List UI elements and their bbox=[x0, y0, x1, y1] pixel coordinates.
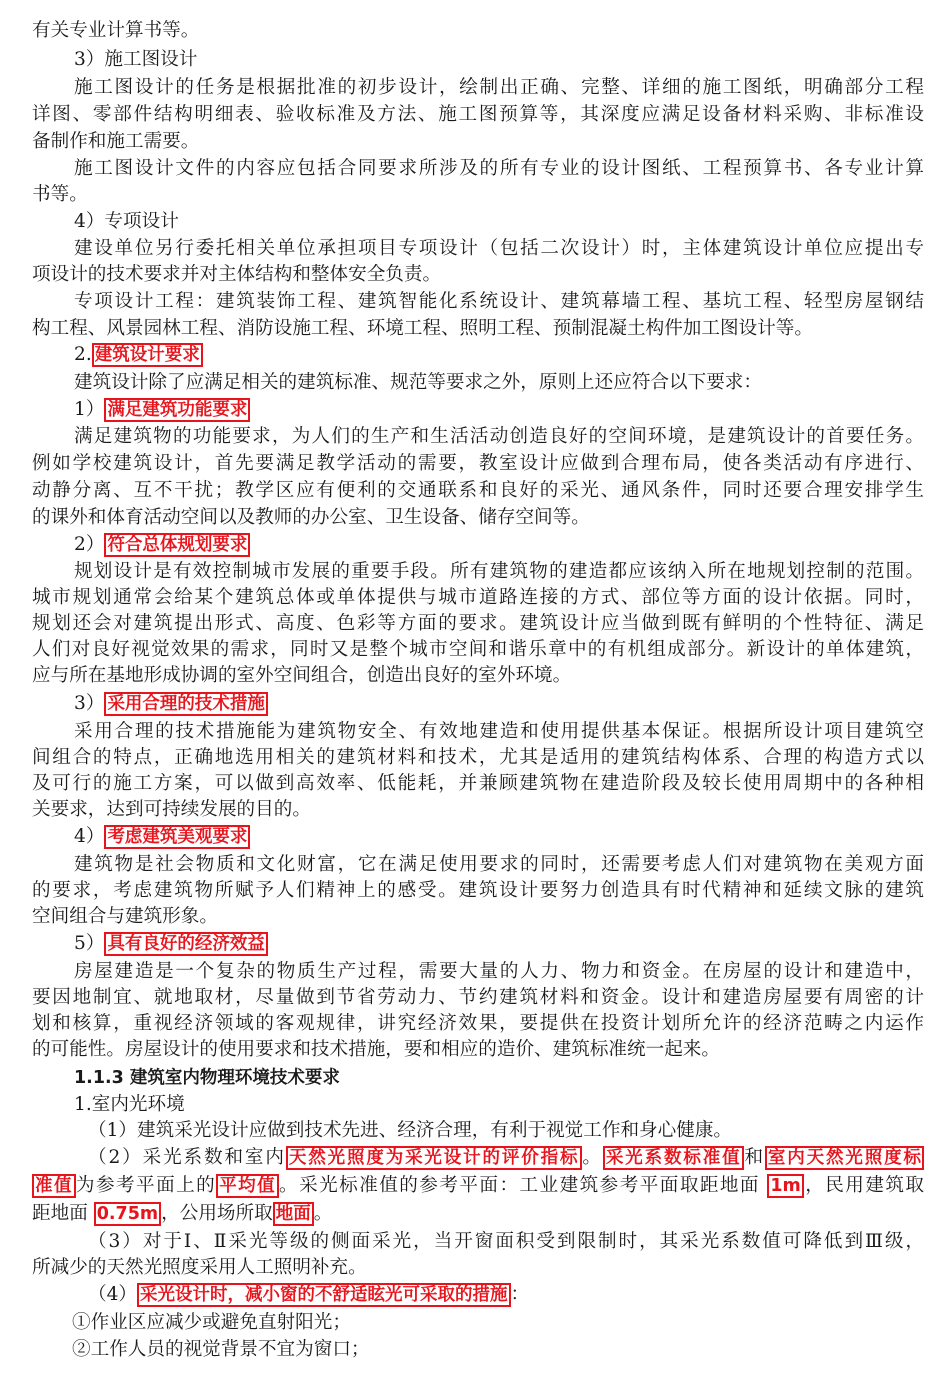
text-span: 动静分离、互不干扰；教学区应有便利的交通联系和良好的采光、通风条件，同时还要合理安排学生 bbox=[32, 480, 924, 501]
highlight-box: 具有良好的经济效益 bbox=[104, 932, 268, 956]
text-span: 采用合理的技术措施能为建筑物安全、有效地建造和使用提供基本保证。根据所设计项目建筑空 bbox=[74, 721, 924, 742]
text-line bbox=[74, 370, 924, 396]
text-span: 的可能性。房屋设计的使用要求和技术措施，要和相应的造价、建筑标准统一起来。 bbox=[32, 1039, 720, 1060]
text-line bbox=[74, 156, 924, 182]
text-span: 专项设计工程：建筑装饰工程、建筑智能化系统设计、建筑幕墙工程、基坑工程、轻型房屋钢结 bbox=[74, 291, 924, 312]
highlight-box: 满足建筑功能要求 bbox=[104, 398, 250, 422]
text-line bbox=[32, 1255, 924, 1281]
text-line bbox=[88, 1145, 924, 1171]
text-span: 的课外和体育活动空间以及教师的办公室、卫生设备、储存空间等。 bbox=[32, 507, 590, 528]
text-span: 划和核算，重视经济领域的客观规律，讲究经济效果，要提供在投资计划所允许的经济范畴之内运作 bbox=[32, 1013, 924, 1034]
highlight-box: 采光设计时，减小窗的不舒适眩光可采取的措施 bbox=[137, 1283, 511, 1307]
text-span: 关要求，达到可持续发展的目的。 bbox=[32, 799, 311, 820]
text-span: 要因地制宜、就地取材，尽量做到节省劳动力、节约建筑材料和资金。设计和建造房屋要有周密的计 bbox=[32, 987, 924, 1008]
text-span: 。 bbox=[582, 1147, 603, 1168]
text-line bbox=[32, 1201, 924, 1227]
text-span: 空间组合与建筑形象。 bbox=[32, 906, 218, 927]
text-span: 4） bbox=[74, 826, 105, 847]
text-span: 建筑设计除了应满足相关的建筑标准、规范等要求之外，原则上还应符合以下要求： bbox=[74, 372, 762, 393]
text-line bbox=[88, 1282, 924, 1308]
text-span: 人们对良好视觉效果的需求，同时又是整个城市空间和谐乐章中的有机组成部分。新设计的单体建筑， bbox=[32, 639, 924, 660]
text-span: 1.室内光环境 bbox=[74, 1094, 185, 1115]
text-span: （3）对于Ⅰ、Ⅱ采光等级的侧面采光，当开窗面积受到限制时，其采光系数值可降低到Ⅲ级， bbox=[88, 1231, 924, 1252]
text-span: 城市规划通常会给某个建筑总体或单体提供与城市道路连接的方式、部位等方面的设计依据。同时， bbox=[32, 587, 924, 608]
text-span: 4）专项设计 bbox=[74, 211, 179, 232]
text-line bbox=[32, 316, 924, 342]
text-line bbox=[32, 182, 924, 208]
highlight-box: 准值 bbox=[32, 1174, 76, 1198]
text-line bbox=[72, 1310, 924, 1336]
text-line bbox=[32, 745, 924, 771]
text-span: 规划设计是有效控制城市发展的重要手段。所有建筑物的建造都应该纳入所在地规划控制的范围。 bbox=[74, 561, 924, 582]
subsection-heading bbox=[74, 47, 924, 73]
text-line bbox=[74, 852, 924, 878]
highlight-box: 平均值 bbox=[216, 1174, 279, 1198]
text-line bbox=[32, 771, 924, 797]
text-span: 满足建筑物的功能要求，为人们的生产和生活活动创造良好的空间环境，是建筑设计的首要任务。 bbox=[74, 426, 924, 447]
highlight-box: 符合总体规划要求 bbox=[104, 533, 250, 557]
text-span: 详图、零部件结构明细表、验收标准及方法、施工图预算等，其深度应满足设备材料采购、非标准设 bbox=[32, 104, 924, 125]
text-line bbox=[32, 18, 924, 44]
text-line bbox=[32, 478, 924, 504]
text-span: （2）采光系数和室内 bbox=[88, 1147, 286, 1168]
text-line bbox=[32, 797, 924, 823]
text-span: 和 bbox=[744, 1147, 765, 1168]
text-span: ②工作人员的视觉背景不宜为窗口； bbox=[72, 1339, 370, 1360]
text-span: 构工程、风景园林工程、消防设施工程、环境工程、照明工程、预制混凝土构件加工图设计等。 bbox=[32, 318, 813, 339]
section-heading bbox=[74, 1065, 924, 1091]
section-heading bbox=[74, 342, 924, 368]
text-span: 3） bbox=[74, 693, 105, 714]
text-line bbox=[32, 585, 924, 611]
text-span: 项设计的技术要求并对主体结构和整体安全负责。 bbox=[32, 264, 442, 285]
subsection-heading bbox=[74, 532, 924, 558]
text-span: 及可行的施工方案，可以做到高效率、低能耗，并兼顾建筑物在建造阶段及较长使用周期中的各种相 bbox=[32, 773, 924, 794]
text-line bbox=[32, 1173, 924, 1199]
highlight-box: 建筑设计要求 bbox=[92, 343, 203, 367]
highlight-box: 天然光照度为采光设计的评价指标 bbox=[286, 1146, 583, 1170]
text-span: 所减少的天然光照度采用人工照明补充。 bbox=[32, 1257, 367, 1278]
text-line bbox=[32, 1011, 924, 1037]
text-line bbox=[32, 878, 924, 904]
text-line bbox=[74, 424, 924, 450]
text-line bbox=[74, 289, 924, 315]
text-span: 5） bbox=[74, 933, 105, 954]
text-line bbox=[74, 75, 924, 101]
text-span: ，民用建筑取 bbox=[803, 1175, 924, 1196]
text-span: 。 bbox=[313, 1203, 333, 1224]
text-span: 施工图设计文件的内容应包括合同要求所涉及的所有专业的设计图纸、工程预算书、各专业计算 bbox=[74, 158, 924, 179]
highlight-box: 0.75m bbox=[94, 1202, 161, 1226]
text-span: 房屋建造是一个复杂的物质生产过程，需要大量的人力、物力和资金。在房屋的设计和建造中， bbox=[74, 961, 924, 982]
text-span: ，公用场所取 bbox=[161, 1203, 273, 1224]
text-line bbox=[32, 1037, 924, 1063]
highlight-box: 考虑建筑美观要求 bbox=[104, 825, 250, 849]
text-line bbox=[74, 959, 924, 985]
text-span: 3）施工图设计 bbox=[74, 49, 198, 70]
text-line bbox=[32, 985, 924, 1011]
text-span: ①作业区应减少或避免直射阳光； bbox=[72, 1312, 351, 1333]
text-span: 规划还会对建筑提出形式、高度、色彩等方面的要求。建筑设计应当做到既有鲜明的个性特征、满足 bbox=[32, 613, 924, 634]
highlight-box: 1m bbox=[767, 1174, 803, 1198]
bold-heading: 1.1.3 建筑室内物理环境技术要求 bbox=[74, 1068, 340, 1088]
text-line bbox=[74, 719, 924, 745]
text-line bbox=[32, 262, 924, 288]
text-line bbox=[74, 559, 924, 585]
text-span: 为参考平面上的 bbox=[75, 1175, 217, 1196]
text-span: 备制作和施工需要。 bbox=[32, 131, 200, 152]
text-span: 书等。 bbox=[32, 184, 88, 205]
text-line bbox=[32, 611, 924, 637]
text-span: 建设单位另行委托相关单位承担项目专项设计（包括二次设计）时，主体建筑设计单位应提出专 bbox=[74, 238, 924, 259]
text-span: 距地面 bbox=[32, 1203, 94, 1224]
text-span: （4） bbox=[88, 1284, 138, 1305]
subsection-heading bbox=[74, 691, 924, 717]
subsection-heading bbox=[74, 1092, 924, 1118]
text-line bbox=[32, 637, 924, 663]
text-line bbox=[32, 904, 924, 930]
text-line bbox=[74, 236, 924, 262]
text-span: 有关专业计算书等。 bbox=[32, 20, 200, 41]
text-line bbox=[32, 663, 924, 689]
text-span: 2. bbox=[74, 344, 92, 365]
text-line bbox=[32, 129, 924, 155]
highlight-box: 室内天然光照度标 bbox=[765, 1146, 924, 1170]
text-span: 施工图设计的任务是根据批准的初步设计，绘制出正确、完整、详细的施工图纸，明确部分工程 bbox=[74, 77, 924, 98]
text-line bbox=[32, 505, 924, 531]
text-span: （1）建筑采光设计应做到技术先进、经济合理，有利于视觉工作和身心健康。 bbox=[88, 1120, 733, 1141]
text-span: ： bbox=[510, 1284, 530, 1305]
subsection-heading bbox=[74, 931, 924, 957]
text-line bbox=[72, 1337, 924, 1363]
text-line bbox=[88, 1229, 924, 1255]
subsection-heading bbox=[74, 824, 924, 850]
text-span: 应与所在基地形成协调的室外空间组合，创造出良好的室外环境。 bbox=[32, 665, 572, 686]
subsection-heading bbox=[74, 209, 924, 235]
subsection-heading bbox=[74, 397, 924, 423]
text-span: 。采光标准值的参考平面：工业建筑参考平面取距地面 bbox=[279, 1175, 768, 1196]
text-span: 2） bbox=[74, 534, 105, 555]
text-span: 例如学校建筑设计，首先要满足教学活动的需要，教室设计应做到合理布局，使各类活动有序进行、 bbox=[32, 453, 924, 474]
highlight-box: 采用合理的技术措施 bbox=[104, 692, 268, 716]
text-span: 间组合的特点，正确地选用相关的建筑材料和技术，尤其是适用的建筑结构体系、合理的构造方式以 bbox=[32, 747, 924, 768]
text-span: 的要求，考虑建筑物所赋予人们精神上的感受。建筑设计要努力创造具有时代精神和延续文脉的建筑 bbox=[32, 880, 924, 901]
text-line bbox=[32, 102, 924, 128]
text-span: 1） bbox=[74, 399, 105, 420]
text-span: 建筑物是社会物质和文化财富，它在满足使用要求的同时，还需要考虑人们对建筑物在美观方面 bbox=[74, 854, 924, 875]
text-line bbox=[88, 1118, 924, 1144]
highlight-box: 地面 bbox=[273, 1202, 314, 1226]
highlight-box: 采光系数标准值 bbox=[603, 1146, 745, 1170]
text-line bbox=[32, 451, 924, 477]
